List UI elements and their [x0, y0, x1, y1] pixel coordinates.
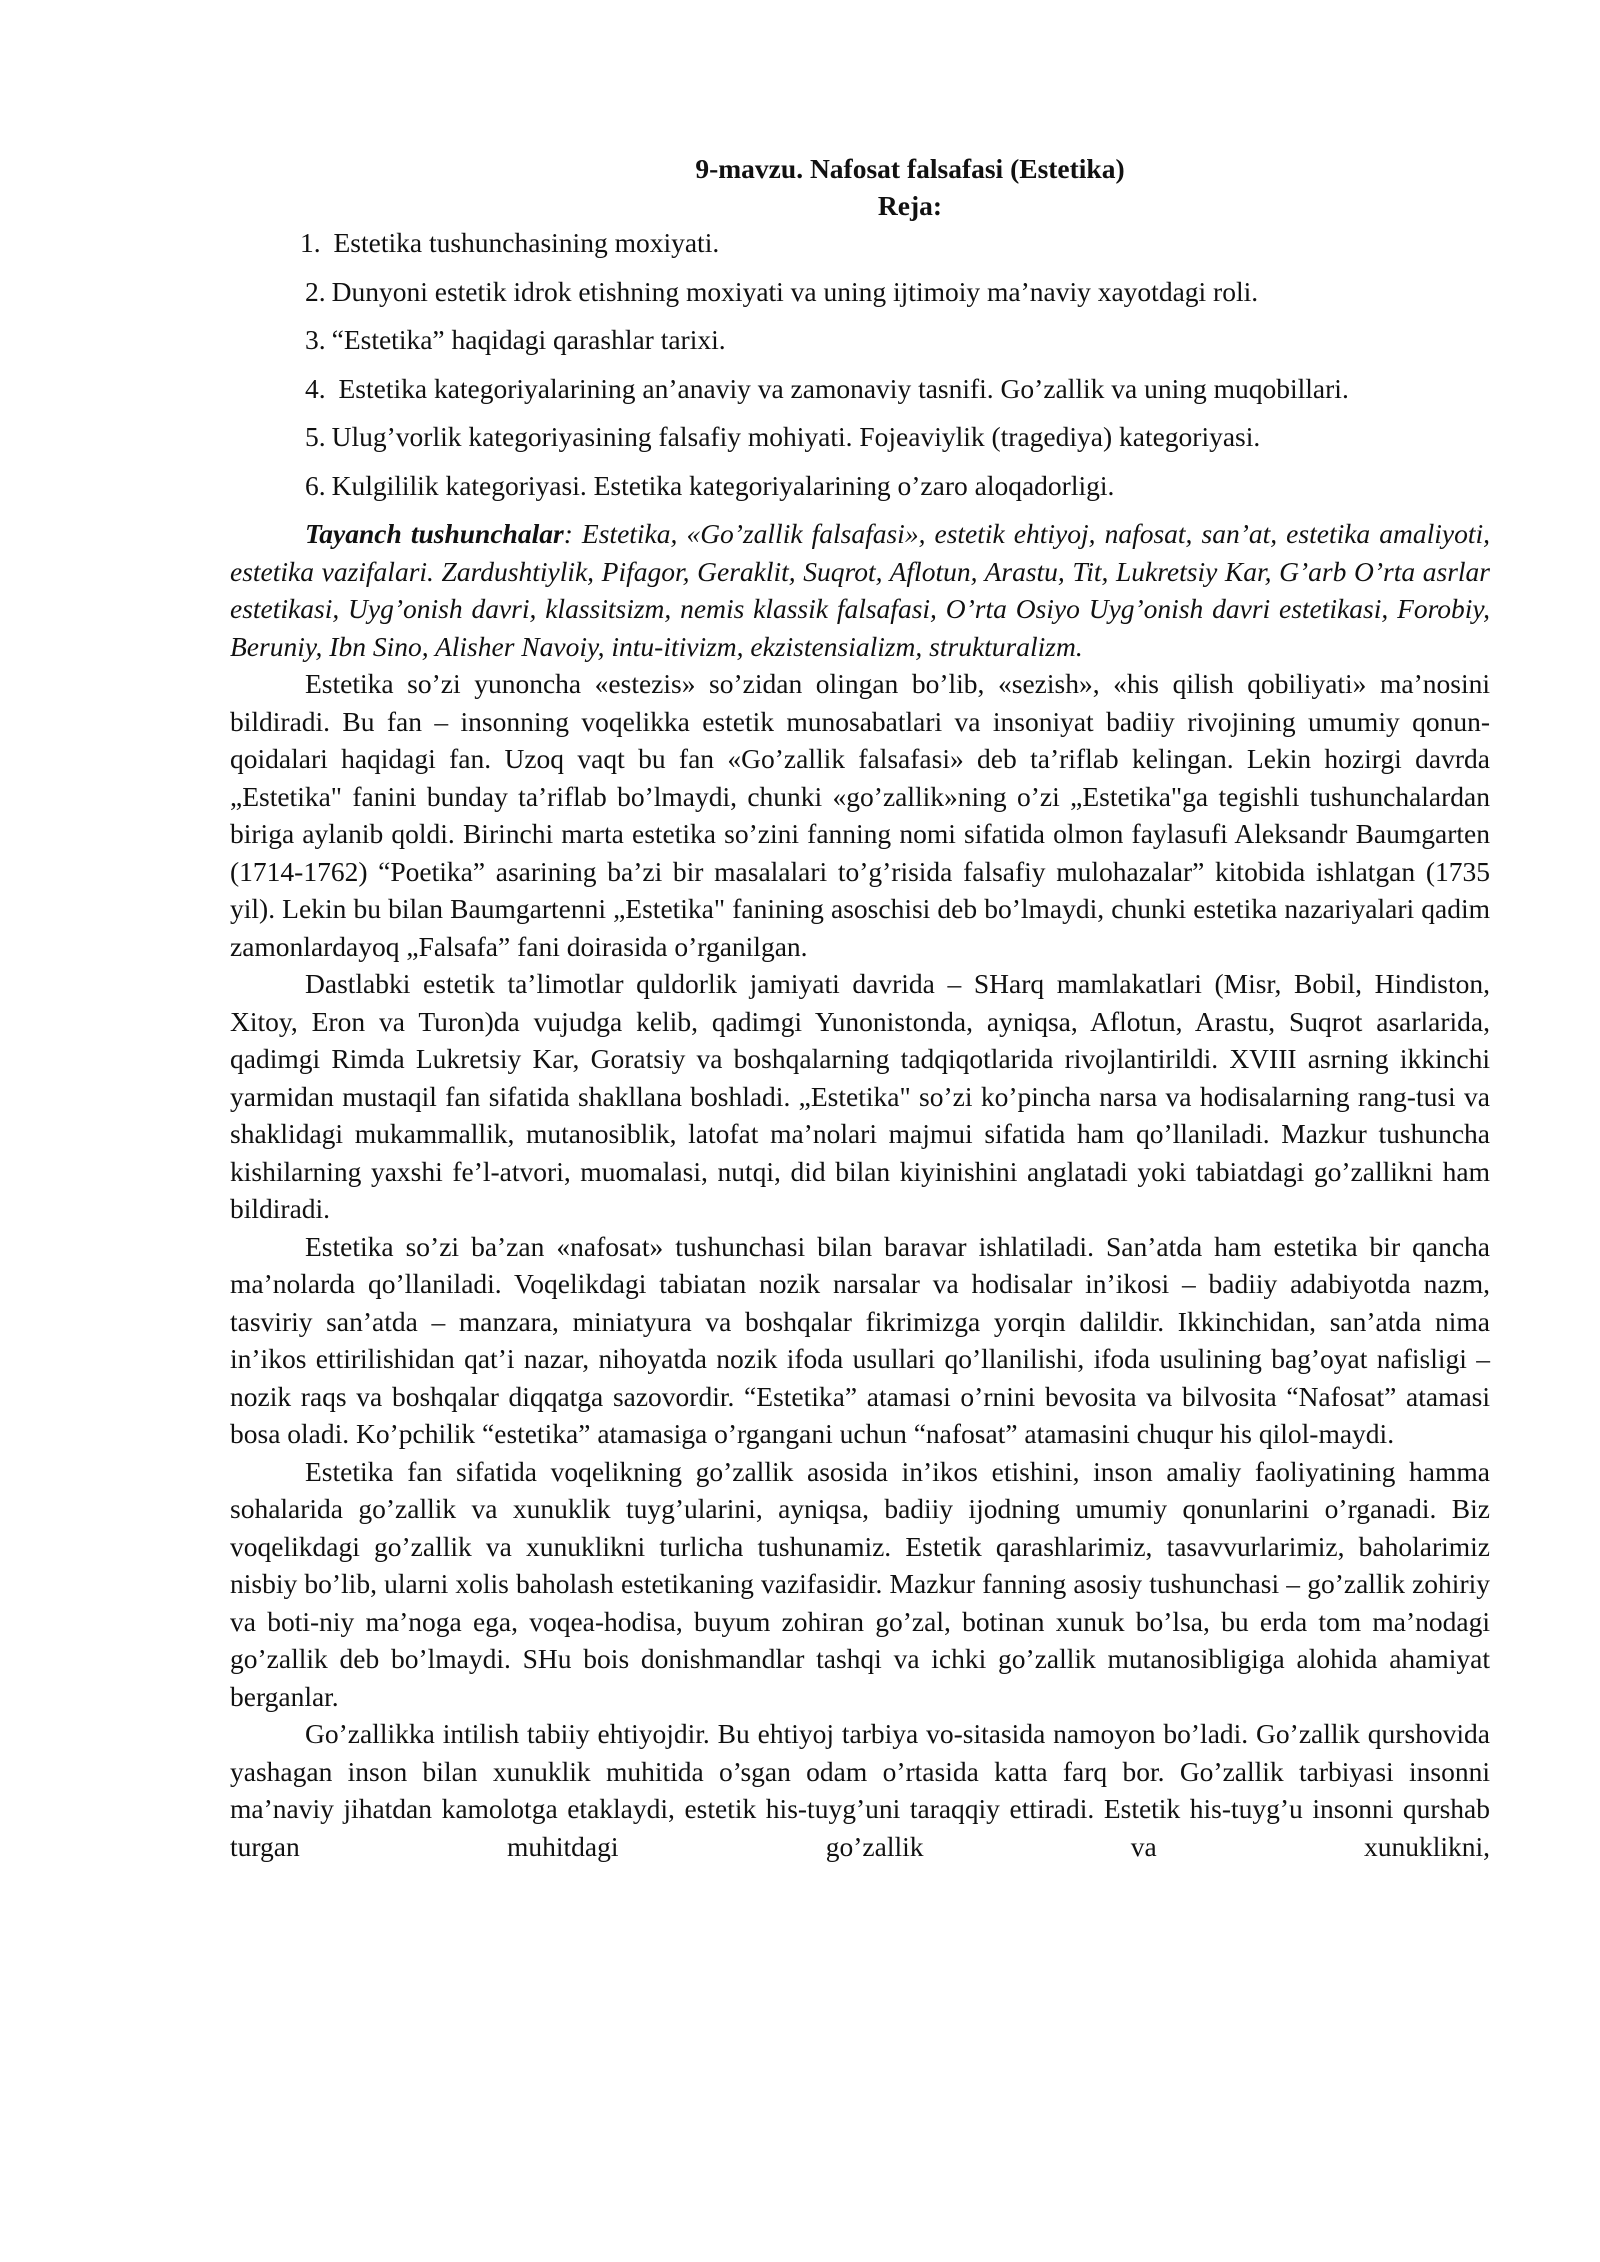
plan-item — [230, 224, 1490, 262]
document-title — [330, 150, 1490, 187]
plan-item-text: Kulgililik kategoriyasi. Estetika kategoriyalarining o’zaro aloqadorligi. — [331, 469, 1115, 501]
plan-item-text: Estetika tushunchasining moxiyati. — [333, 227, 720, 258]
plan-item-number: 4. — [305, 372, 326, 404]
body-paragraph: Estetika so’zi yunoncha «estezis» so’zidan olingan bo’lib, «sezish», «his qilish qobiliyati» ma’nosini bildiradi. Bu fan – insonning voqelikka estetik munosabatlari va insoniyat badiiy rivojining umumiy qonun-qoidalari haqidagi fan. Uzoq vaqt bu fan «Go’zallik falsafasi» deb ta’riflab kelingan. Lekin hozirgi davrda „Estetika" fanini bunday ta’riflab bo’lmaydi, chunki «go’zallik»ning o’zi „Estetika"ga tegishli tushunchalardan biriga aylanib qoldi. Birinchi marta estetika so’zini fanning nomi sifatida olmon faylasufi Aleksandr Baumgarten (1714-1762) “Poetika” asarining ba’zi bir masalalari to’g’risida falsafiy mulohazalar” kitobida ishlatgan (1735 yil). Lekin bu bilan Baumgartenni „Estetika" fanining asoschisi deb bo’lmaydi, chunki estetika nazariyalari qadim zamonlardayoq „Falsafa” fani doirasida o’rganilgan. — [230, 668, 1490, 962]
plan-item — [230, 418, 1490, 456]
key-concepts-label: Tayanch tushunchalar — [305, 518, 564, 549]
plan-item-text: Dunyoni estetik idrok etishning moxiyati va uning ijtimoiy ma’naviy xayotdagi roli. — [331, 275, 1259, 307]
key-concepts-text: : Estetika, «Go’zallik falsafasi», estetik ehtiyoj, nafosat, san’at, estetika amaliyoti, estetika vazifalari. Zardushtiylik, Pifagor, Geraklit, Suqrot, Aflotun, Arastu, Tit, Lukretsiy Kar, G’arb O’rta asrlar estetikasi, Uyg’onish davri, klassitsizm, nemis klassik falsafasi, O’rta Osiyo Uyg’onish davri estetikasi, Forobiy, Beruniy, Ibn Sino, Alisher Navoiy, intu-itivizm, ekzistensializm, strukturalizm. — [230, 518, 1490, 662]
plan-item — [230, 467, 1490, 505]
document-page — [230, 150, 1490, 1865]
body-paragraph: Estetika fan sifatida voqelikning go’zallik asosida in’ikos etishini, inson amaliy faoliyatining hamma sohalarida go’zallik va xunuklik tuyg’ularini, ayniqsa, badiiy ijodning umumiy qonunlarini o’rganadi. Biz voqelikdagi go’zallik va xunuklikni turlicha tushunamiz. Estetik qarashlarimiz, tasavvurlarimiz, baholarimiz nisbiy bo’lib, ularni xolis baholash estetikaning vazifasidir. Mazkur fanning asosiy tushunchasi – go’zallik zohiriy va boti-niy ma’noga ega, voqea-hodisa, buyum zohiran go’zal, botinan xunuk bo’lsa, bu erda tom ma’nodagi go’zallik deb bo’lmaydi. SHu bois donishmandlar tashqi va ichki go’zallik mutanosibligiga alohida ahamiyat berganlar. — [230, 1455, 1490, 1712]
topic-title: . Nafosat falsafasi (Estetika) — [796, 153, 1125, 184]
body-paragraph: Estetika so’zi ba’zan «nafosat» tushunchasi bilan baravar ishlatiladi. San’atda ham estetika bir qancha ma’nolarda qo’llaniladi. Voqelikdagi tabiatan nozik narsalar va hodisalar in’ikosi – badiiy adabiyotda nazm, tasviriy san’atda – manzara, miniatyura va boshqalar fikrimizga yorqin dalildir. Ikkinchidan, san’atda nima in’ikos ettirilishidan qat’i nazar, nihoyatda nozik ifoda usullari qo’llanilishi, ifoda usulining bag’oyat nafisligi – nozik raqs va boshqalar diqqatga sazovordir. “Estetika” atamasi o’rnini bevosita va bilvosita “Nafosat” atamasi bosa oladi. Ko’pchilik “estetika” atamasiga o’rgangani uchun “nafosat” atamasini chuqur his qilol-maydi. — [230, 1230, 1490, 1449]
plan-item — [230, 370, 1490, 408]
key-concepts — [230, 515, 1490, 665]
body-paragraph: Go’zallikka intilish tabiiy ehtiyojdir. Bu ehtiyoj tarbiya vo-sitasida namoyon bo’ladi. Go’zallik qurshovida yashagan inson bilan xunuklik muhitida o’sgan odam o’rtasida katta farq bor. Go’zallik tarbiyasi insonni ma’naviy jihatdan kamolotga etaklaydi, estetik his-tuyg’uni taraqqiy ettiradi. Estetik his-tuyg’u insonni qurshab turgan muhitdagi go’zallik va xunuklikni, — [230, 1718, 1490, 1862]
plan-item-number: 3. — [305, 324, 326, 355]
plan-list — [230, 224, 1490, 504]
plan-item-text: Ulug’vorlik kategoriyasining falsafiy mohiyati. Fojeaviylik (tragediya) kategoriyasi. — [331, 421, 1261, 452]
plan-item-number: 6. — [305, 469, 326, 501]
plan-item-number: 2. — [305, 275, 326, 307]
topic-number: 9-mavzu — [695, 153, 797, 184]
plan-item-number: 1. — [300, 227, 321, 258]
plan-item — [230, 321, 1490, 359]
plan-item-text: “Estetika” haqidagi qarashlar tarixi. — [331, 324, 726, 355]
plan-item-text: Estetika kategoriyalarining an’anaviy va zamonaviy tasnifi. Go’zallik va uning muqobillari. — [338, 372, 1349, 404]
plan-item-number: 5. — [305, 421, 326, 452]
body-paragraph: Dastlabki estetik ta’limotlar quldorlik jamiyati davrida – SHarq mamlakatlari (Misr, Bobil, Hindiston, Xitoy, Eron va Turon)da vujudga kelib, qadimgi Yunonistonda, ayniqsa, Aflotun, Arastu, Suqrot asarlarida, qadimgi Rimda Lukretsiy Kar, Goratsiy va boshqalarning tadqiqotlarida rivojlantirildi. XVIII asrning ikkinchi yarmidan mustaqil fan sifatida shakllana boshladi. „Estetika" so’zi ko’pincha narsa va hodisalarning rang-tusi va shaklidagi mukammallik, mutanosiblik, latofat ma’nolari majmui sifatida ham qo’llaniladi. Mazkur tushuncha kishilarning yaxshi fe’l-atvori, muomalasi, nutqi, did bilan kiyinishini anglatadi yoki tabiatdagi go’zallikni ham bildiradi. — [230, 968, 1490, 1224]
plan-item — [230, 273, 1490, 311]
plan-heading: Reja: — [877, 190, 943, 221]
